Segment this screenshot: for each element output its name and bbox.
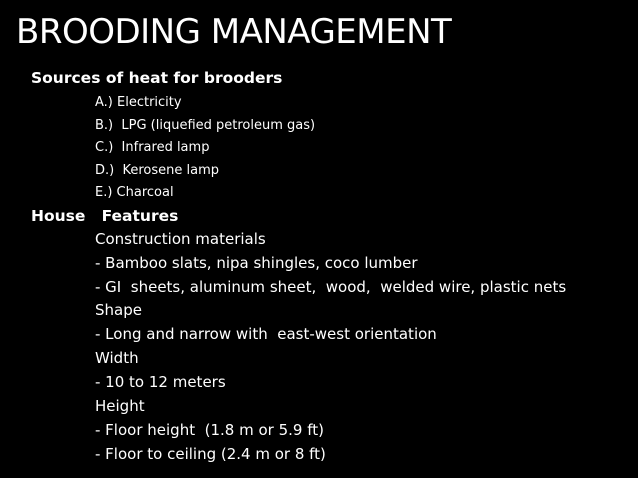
house-feature-item: - Floor height (1.8 m or 5.9 ft) xyxy=(95,421,324,439)
house-feature-item: - Bamboo slats, nipa shingles, coco lumber xyxy=(95,254,418,272)
house-features-heading: House Features xyxy=(31,207,179,225)
house-feature-item: Construction materials xyxy=(95,230,266,248)
heat-sources-heading: Sources of heat for brooders xyxy=(31,69,283,87)
slide-title: BROODING MANAGEMENT xyxy=(16,12,452,52)
house-feature-item: - 10 to 12 meters xyxy=(95,373,226,391)
heat-source-item: D.) Kerosene lamp xyxy=(95,163,220,178)
house-feature-item: - Long and narrow with east-west orientation xyxy=(95,325,437,343)
house-feature-item: Shape xyxy=(95,301,142,319)
house-feature-item: Height xyxy=(95,397,145,415)
heat-source-item: B.) LPG (liquefied petroleum gas) xyxy=(95,118,316,133)
heat-source-item: C.) Infrared lamp xyxy=(95,140,210,155)
heat-source-item: E.) Charcoal xyxy=(95,185,174,200)
house-feature-item: - Floor to ceiling (2.4 m or 8 ft) xyxy=(95,445,326,463)
heat-source-item: A.) Electricity xyxy=(95,95,182,110)
house-feature-item: Width xyxy=(95,349,139,367)
house-feature-item: - GI sheets, aluminum sheet, wood, welded wire, plastic nets xyxy=(95,278,567,296)
